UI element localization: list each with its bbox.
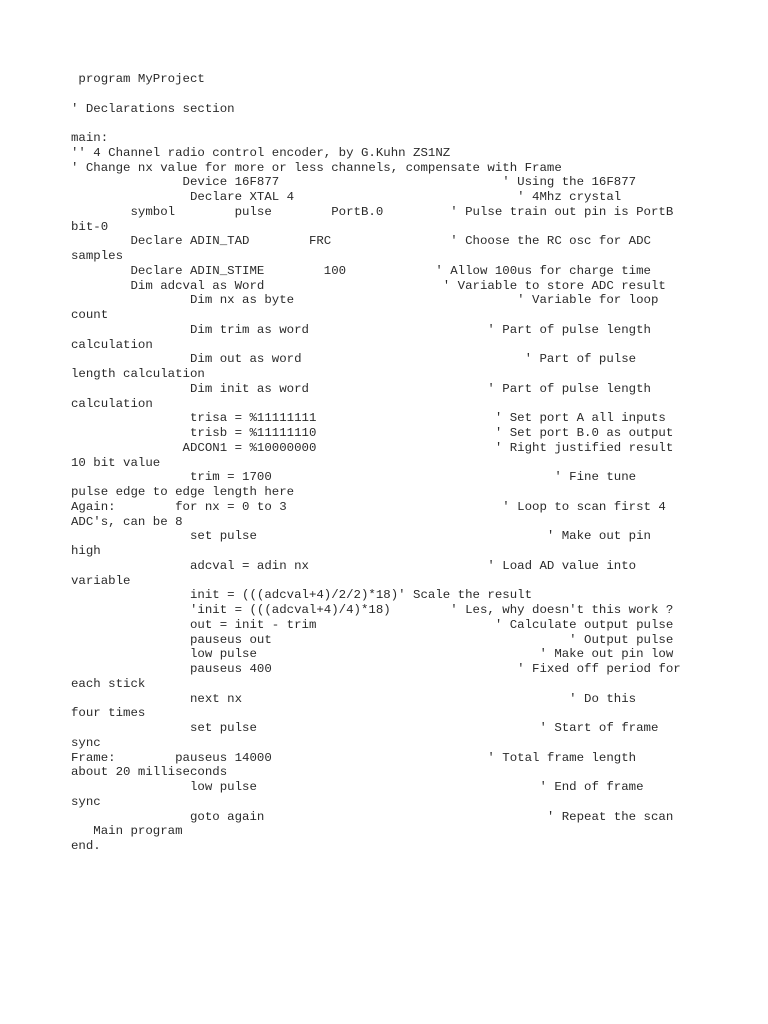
code-line: symbol pulse PortB.0 ' Pulse train out pin is PortB xyxy=(71,204,674,219)
code-line: about 20 milliseconds xyxy=(71,765,228,780)
code-line: out = init - trim ' Calculate output pulse xyxy=(71,617,674,632)
code-line: 10 bit value xyxy=(71,455,161,470)
code-line: ADCON1 = %10000000 ' Right justified result xyxy=(71,440,674,455)
code-line: low pulse ' End of frame xyxy=(71,780,644,794)
code-line: Dim trim as word ' Part of pulse length xyxy=(71,322,651,337)
code-line xyxy=(71,87,711,102)
code-line: length calculation xyxy=(71,367,205,381)
code-line: Dim init as word ' Part of pulse length xyxy=(71,381,651,396)
code-line xyxy=(71,116,711,131)
code-line: bit-0 xyxy=(71,219,109,234)
code-line: goto again ' Repeat the scan xyxy=(71,809,674,824)
code-line: main: xyxy=(71,131,109,145)
code-line: next nx ' Do this xyxy=(71,691,637,706)
code-line: Declare ADIN_STIME 100 ' Allow 100us for charge time xyxy=(71,263,651,278)
code-line: count xyxy=(71,308,109,322)
code-line: program MyProject xyxy=(71,72,205,86)
code-line: ' Change nx value for more or less channels, compensate with Frame xyxy=(71,160,562,175)
code-listing xyxy=(71,72,711,854)
code-line: Declare ADIN_TAD FRC ' Choose the RC osc for ADC xyxy=(71,234,651,249)
code-line: samples xyxy=(71,249,124,263)
code-line: low pulse ' Make out pin low xyxy=(71,647,674,662)
code-line: sync xyxy=(71,735,101,750)
code-line: pauseus 400 ' Fixed off period for xyxy=(71,662,681,676)
code-line: four times xyxy=(71,706,146,721)
code-line: Again: for nx = 0 to 3 ' Loop to scan first 4 xyxy=(71,499,666,514)
code-line: Declare XTAL 4 ' 4Mhz crystal xyxy=(71,190,622,204)
code-line: trisa = %11111111 ' Set port A all inputs xyxy=(71,411,666,426)
code-line: sync xyxy=(71,794,101,809)
code-line: adcval = adin nx ' Load AD value into xyxy=(71,558,637,573)
code-line: Dim adcval as Word ' Variable to store ADC result xyxy=(71,278,666,293)
code-line: 'init = (((adcval+4)/4)*18) ' Les, why doesn't this work ? xyxy=(71,603,674,617)
code-line: calculation xyxy=(71,396,153,411)
code-line: Dim nx as byte ' Variable for loop xyxy=(71,293,659,308)
code-line: Frame: pauseus 14000 ' Total frame length xyxy=(71,750,637,765)
code-line: pulse edge to edge length here xyxy=(71,485,295,499)
code-line: calculation xyxy=(71,337,153,352)
code-line: Device 16F877 ' Using the 16F877 xyxy=(71,175,637,190)
code-line: pauseus out ' Output pulse xyxy=(71,632,674,647)
code-line: ' Declarations section xyxy=(71,101,235,116)
code-line: Dim out as word ' Part of pulse xyxy=(71,352,637,367)
code-line: high xyxy=(71,544,101,558)
code-line: set pulse ' Make out pin xyxy=(71,529,651,544)
code-line: init = (((adcval+4)/2/2)*18)' Scale the result xyxy=(71,588,533,603)
code-line: ADC's, can be 8 xyxy=(71,514,183,529)
code-line: '' 4 Channel radio control encoder, by G.Kuhn ZS1NZ xyxy=(71,145,451,160)
code-line: each stick xyxy=(71,676,146,691)
code-line: set pulse ' Start of frame xyxy=(71,721,659,735)
code-line: variable xyxy=(71,573,131,588)
code-line: Main program xyxy=(71,824,183,839)
code-line: end. xyxy=(71,839,101,853)
code-line: trisb = %11111110 ' Set port B.0 as output xyxy=(71,426,674,440)
code-line: trim = 1700 ' Fine tune xyxy=(71,470,637,485)
